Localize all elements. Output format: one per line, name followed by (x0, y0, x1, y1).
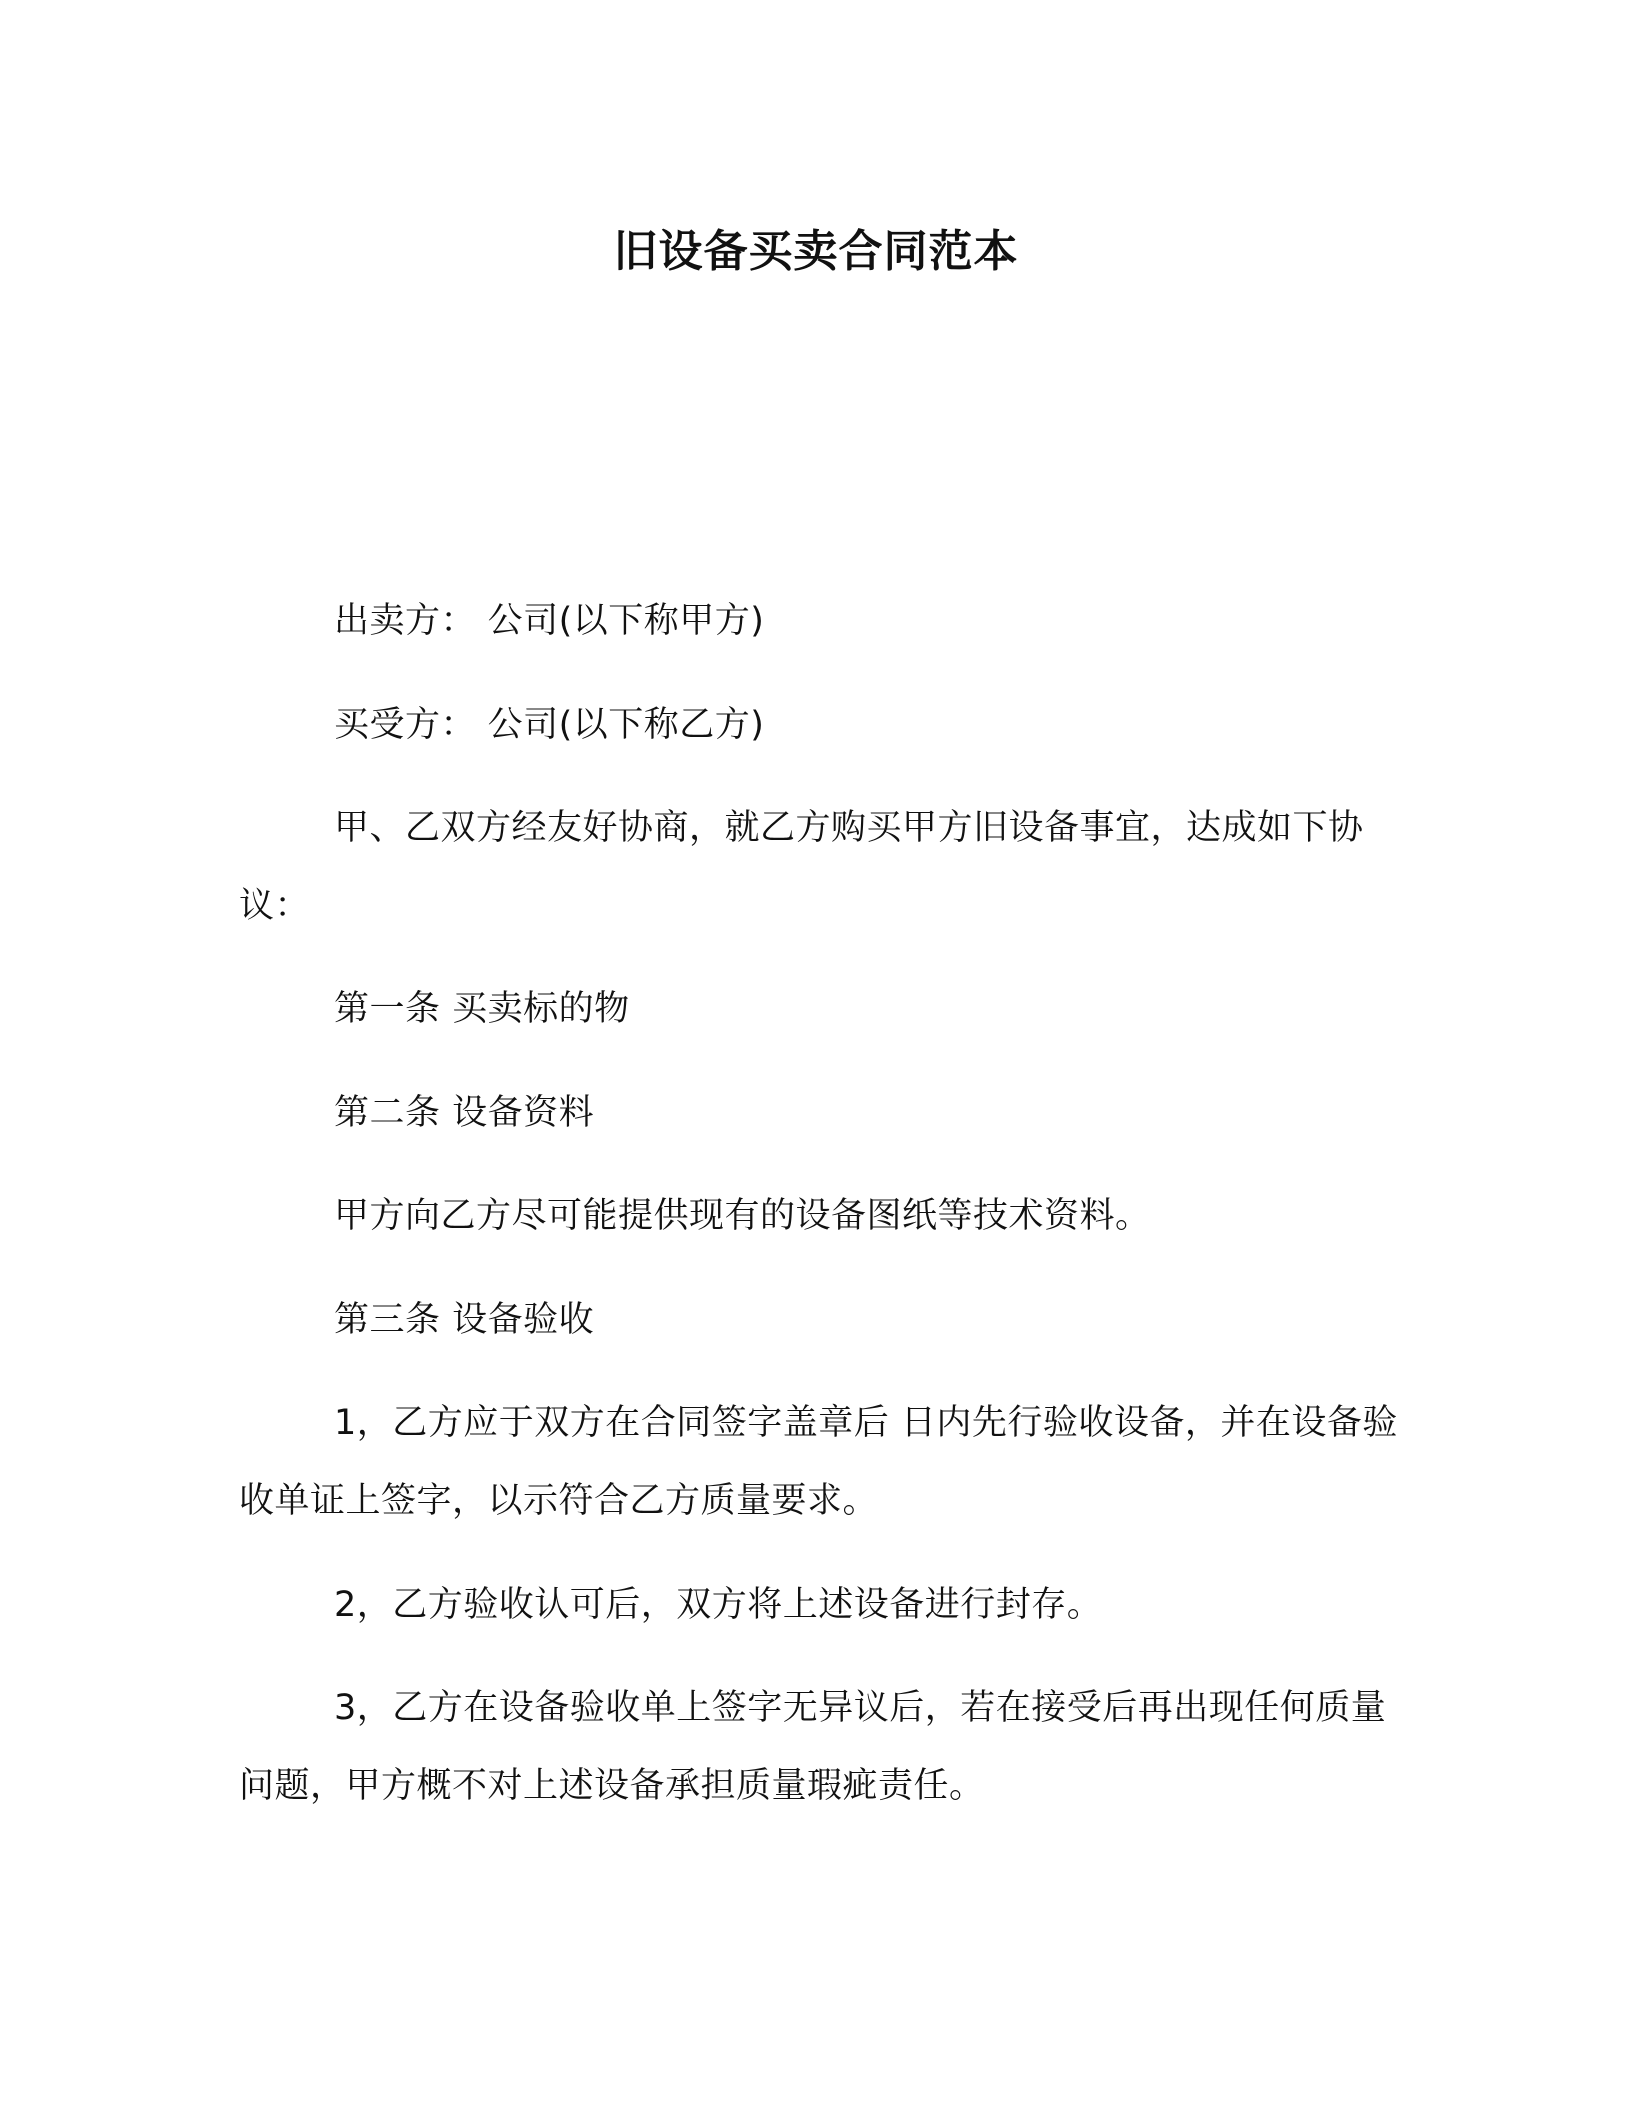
article-1-heading: 第一条 买卖标的物 (334, 989, 630, 1029)
buyer-line: 买受方： 公司(以下称乙方) (334, 705, 765, 745)
article-2-heading: 第二条 设备资料 (334, 1093, 595, 1133)
article-2-text: 甲方向乙方尽可能提供现有的设备图纸等技术资料。 (334, 1196, 1151, 1236)
article-3-item-3: 3，乙方在设备验收单上签字无异议后，若在接受后再出现任何质量问题，甲方概不对上述设备承担质量瑕疵责任。 (239, 1688, 1387, 1806)
article-3-item-1: 1，乙方应于双方在合同签字盖章后 日内先行验收设备，并在设备验收单证上签字，以示符合乙方质量要求。 (239, 1403, 1398, 1521)
agreement-intro: 甲、乙双方经友好协商，就乙方购买甲方旧设备事宜，达成如下协议： (239, 808, 1364, 926)
article-3-item-2: 2，乙方验收认可后，双方将上述设备进行封存。 (334, 1585, 1103, 1625)
seller-line: 出卖方： 公司(以下称甲方) (334, 601, 765, 641)
article-3-heading: 第三条 设备验收 (334, 1300, 595, 1340)
document-title: 旧设备买卖合同范本 (613, 226, 1019, 277)
